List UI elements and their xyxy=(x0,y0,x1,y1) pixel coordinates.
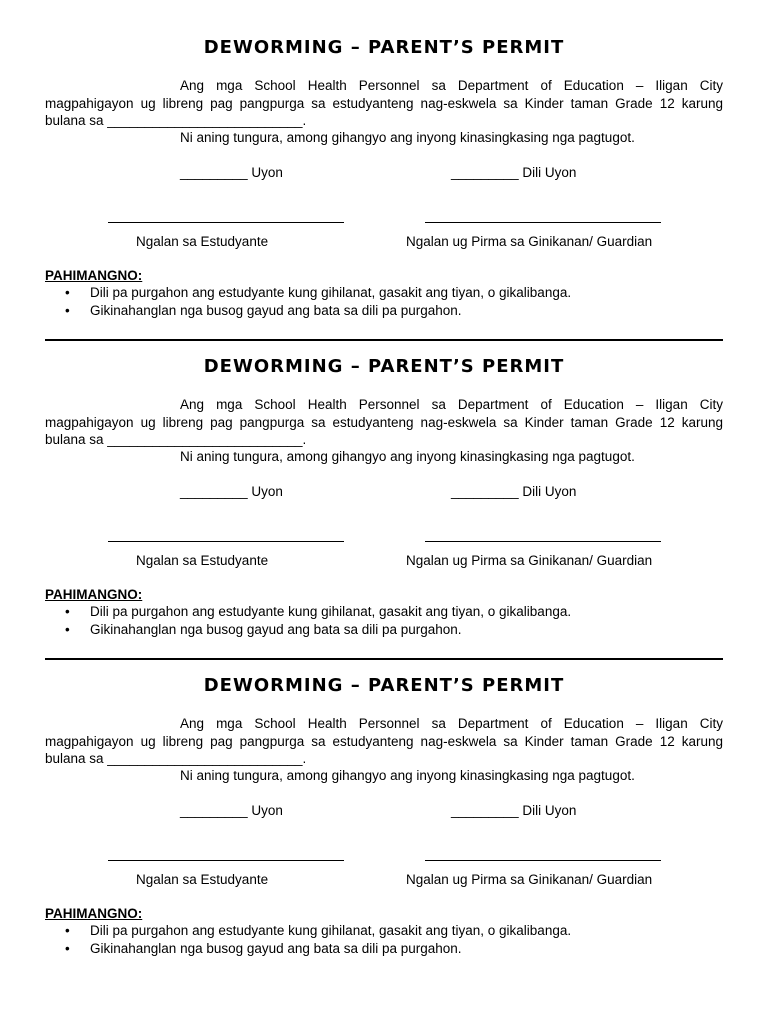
request-text: Ni aning tungura, among gihangyo ang inyong kinasingkasing nga pagtugot. xyxy=(180,449,635,464)
notes-list xyxy=(45,922,571,957)
cut-divider-2 xyxy=(45,658,723,660)
intro-paragraph: Ang mga School Health Personnel sa Department of Education – Iligan City magpahigayon ug libreng pag pangpurga sa estudyanteng nag-eskwela sa Kinder taman Grade 12 karung bulana sa __________________________. xyxy=(45,78,723,128)
disagree-option[interactable]: _________ Dili Uyon xyxy=(451,165,577,180)
student-name-line[interactable] xyxy=(108,222,344,223)
permit-title: DEWORMING – PARENT’S PERMIT xyxy=(203,37,565,58)
note-item: • Gikinahanglan nga busog gayud ang bata sa dili pa purgahon. xyxy=(45,940,571,958)
agree-option[interactable]: _________ Uyon xyxy=(180,484,283,499)
note-item: • Dili pa purgahon ang estudyante kung gihilanat, gasakit ang tiyan, o gikalibanga. xyxy=(45,284,571,302)
parent-signature-line[interactable] xyxy=(425,541,661,542)
permit-title: DEWORMING – PARENT’S PERMIT xyxy=(203,356,565,377)
permit-slip-1 xyxy=(45,39,723,339)
student-name-label: Ngalan sa Estudyante xyxy=(136,872,269,887)
student-name-label: Ngalan sa Estudyante xyxy=(136,234,269,249)
notes-list xyxy=(45,284,571,319)
note-heading: PAHIMANGNO: xyxy=(45,906,143,921)
intro-paragraph: Ang mga School Health Personnel sa Department of Education – Iligan City magpahigayon ug libreng pag pangpurga sa estudyanteng nag-eskwela sa Kinder taman Grade 12 karung bulana sa __________________________. xyxy=(45,397,723,447)
note-item: • Gikinahanglan nga busog gayud ang bata sa dili pa purgahon. xyxy=(45,621,571,639)
parent-signature-line[interactable] xyxy=(425,222,661,223)
request-text: Ni aning tungura, among gihangyo ang inyong kinasingkasing nga pagtugot. xyxy=(180,768,635,783)
agree-option[interactable]: _________ Uyon xyxy=(180,803,283,818)
agree-option[interactable]: _________ Uyon xyxy=(180,165,283,180)
notes-list xyxy=(45,603,571,638)
student-name-line[interactable] xyxy=(108,860,344,861)
student-name-line[interactable] xyxy=(108,541,344,542)
cut-divider-1 xyxy=(45,339,723,341)
student-name-label: Ngalan sa Estudyante xyxy=(136,553,269,568)
parent-signature-label: Ngalan ug Pirma sa Ginikanan/ Guardian xyxy=(406,872,653,887)
note-heading: PAHIMANGNO: xyxy=(45,268,143,283)
request-text: Ni aning tungura, among gihangyo ang inyong kinasingkasing nga pagtugot. xyxy=(180,130,635,145)
parent-signature-label: Ngalan ug Pirma sa Ginikanan/ Guardian xyxy=(406,234,653,249)
permit-slip-3 xyxy=(45,677,723,977)
parent-signature-line[interactable] xyxy=(425,860,661,861)
note-item: • Dili pa purgahon ang estudyante kung gihilanat, gasakit ang tiyan, o gikalibanga. xyxy=(45,922,571,940)
parent-signature-label: Ngalan ug Pirma sa Ginikanan/ Guardian xyxy=(406,553,653,568)
note-item: • Gikinahanglan nga busog gayud ang bata sa dili pa purgahon. xyxy=(45,302,571,320)
disagree-option[interactable]: _________ Dili Uyon xyxy=(451,484,577,499)
permit-title: DEWORMING – PARENT’S PERMIT xyxy=(203,675,565,696)
note-heading: PAHIMANGNO: xyxy=(45,587,143,602)
intro-paragraph: Ang mga School Health Personnel sa Department of Education – Iligan City magpahigayon ug libreng pag pangpurga sa estudyanteng nag-eskwela sa Kinder taman Grade 12 karung bulana sa __________________________. xyxy=(45,716,723,766)
permit-slip-2 xyxy=(45,358,723,658)
disagree-option[interactable]: _________ Dili Uyon xyxy=(451,803,577,818)
note-item: • Dili pa purgahon ang estudyante kung gihilanat, gasakit ang tiyan, o gikalibanga. xyxy=(45,603,571,621)
